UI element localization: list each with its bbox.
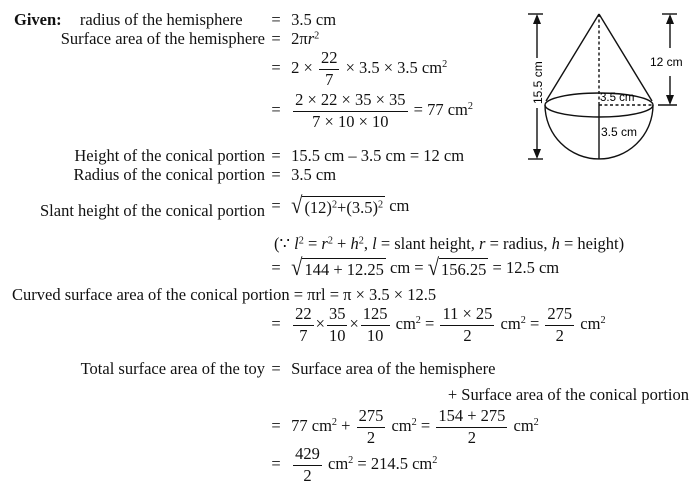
- equals-sign: =: [271, 57, 281, 77]
- cone-radius-value-row: [265, 167, 336, 184]
- slant-height-step: [265, 255, 560, 281]
- exponent: 2: [442, 59, 448, 71]
- plus-sign: +: [341, 415, 351, 435]
- numerator: 22: [319, 50, 340, 70]
- var-l: l: [372, 234, 377, 253]
- radical-icon: √: [291, 255, 303, 281]
- exponent: 2: [331, 417, 338, 429]
- equals-sign: =: [271, 313, 281, 333]
- fraction: [440, 306, 494, 344]
- equals-sign: =: [271, 359, 281, 378]
- fraction: [293, 92, 407, 130]
- denominator: 2: [555, 325, 564, 345]
- fraction: [293, 446, 322, 484]
- slant-height-label: Slant height of the conical portion: [40, 201, 265, 220]
- exponent: 2: [377, 199, 384, 211]
- term: 77 cm: [291, 415, 332, 435]
- total-area-label: Total surface area of the toy: [80, 359, 265, 378]
- final-result: = 214.5 cm: [357, 453, 433, 473]
- given-prefix: Given:: [14, 10, 62, 29]
- step-text: cm =: [390, 258, 424, 278]
- note-text: = radius,: [485, 234, 552, 253]
- numerator: 125: [361, 306, 390, 326]
- numerator: 22: [293, 306, 314, 326]
- cone-height-value: 15.5 cm – 3.5 cm = 12 cm: [291, 146, 465, 165]
- numerator: 275: [357, 408, 386, 428]
- var-r: r: [479, 234, 486, 253]
- var-h: h: [551, 234, 560, 253]
- step-text: 2 ×: [291, 57, 313, 77]
- var-r: r: [307, 29, 315, 48]
- equals-sign: =: [271, 453, 281, 473]
- numerator: 11 × 25: [440, 306, 494, 326]
- equals-sign: =: [425, 313, 435, 333]
- denominator: 7: [299, 325, 308, 345]
- unit: cm: [391, 415, 412, 435]
- radical-icon: √: [291, 193, 303, 219]
- denominator: 2: [366, 427, 376, 447]
- fraction: [357, 408, 386, 446]
- radical-icon: √: [427, 255, 440, 281]
- exponent: 2: [533, 417, 539, 429]
- unit: cm: [580, 313, 601, 333]
- fraction: [361, 306, 390, 344]
- slant-height-note: [274, 236, 624, 253]
- exponent: 2: [600, 315, 606, 327]
- exponent: 2: [327, 235, 333, 247]
- arrow-down-icon: [533, 149, 541, 159]
- total-area-line2: + Surface area of the conical portion: [447, 385, 689, 404]
- exponent: 2: [348, 455, 354, 467]
- times-sign: ×: [349, 313, 359, 333]
- exponent: 2: [467, 101, 473, 113]
- fraction: [436, 408, 507, 446]
- term: (3.5): [346, 198, 378, 217]
- var-l: l: [294, 234, 299, 253]
- total-height-label: 15.5 cm: [531, 61, 545, 104]
- numerator: 429: [293, 446, 322, 466]
- given-value: 3.5 cm: [291, 10, 337, 29]
- equals-sign: =: [271, 99, 281, 119]
- square-root: [427, 255, 489, 281]
- denominator: 2: [303, 465, 312, 485]
- total-line1-text: Surface area of the hemisphere: [291, 359, 496, 378]
- denominator: 10: [366, 325, 384, 345]
- cone-radius-label: Radius of the conical portion: [73, 165, 265, 184]
- numerator: 275: [545, 306, 574, 326]
- denominator: 2: [467, 427, 476, 447]
- fraction: [545, 306, 574, 344]
- hemisphere-step1: [265, 50, 447, 88]
- note-text: = height): [559, 234, 625, 253]
- numerator: 154 + 275: [436, 408, 507, 428]
- var-h: h: [350, 234, 359, 253]
- total-area-step2: [265, 446, 437, 484]
- square-root: [291, 193, 385, 219]
- operator: =: [307, 234, 318, 253]
- arrow-up-icon: [666, 14, 674, 24]
- fraction: [293, 306, 314, 344]
- hemisphere-step2: [265, 92, 473, 130]
- cone-height-fig-label: 12 cm: [650, 55, 683, 69]
- curved-area-label: Curved surface area of the conical portion: [12, 285, 290, 304]
- pi-symbol: π: [299, 29, 308, 48]
- var-r: r: [321, 234, 328, 253]
- fraction: [327, 306, 348, 344]
- denominator: 7: [325, 69, 334, 89]
- cone-height-label: Height of the conical portion: [74, 146, 265, 165]
- exponent: 2: [432, 455, 438, 467]
- equals-sign: =: [271, 165, 281, 184]
- because-symbol: (∵: [274, 234, 290, 253]
- times-sign: ×: [315, 313, 325, 333]
- arrow-up-icon: [533, 14, 541, 24]
- curved-area-step: [265, 306, 606, 344]
- result: = 12.5 cm: [492, 258, 560, 278]
- hemi-radius-fig-label: 3.5 cm: [601, 125, 638, 139]
- step-text: × 3.5 × 3.5 cm: [345, 57, 443, 77]
- cone-radius-fig-label: 3.5 cm: [600, 92, 635, 104]
- cone-radius-value: 3.5 cm: [291, 165, 337, 184]
- equals-sign: =: [529, 313, 540, 333]
- unit: cm: [513, 415, 534, 435]
- exponent: 2: [298, 235, 304, 247]
- given-value-row: [265, 12, 336, 29]
- cone-right-edge: [599, 14, 652, 101]
- hemisphere-area-label: Surface area of the hemisphere: [60, 29, 265, 48]
- radicand: 156.25: [441, 260, 487, 279]
- operator: +: [337, 198, 347, 217]
- note-text: ,: [363, 234, 373, 253]
- unit: cm: [395, 313, 416, 333]
- curved-area-row: [12, 287, 436, 304]
- cone-height-value-row: [265, 148, 464, 165]
- square-root: [291, 255, 386, 281]
- exponent: 2: [331, 199, 338, 211]
- exponent: 2: [411, 417, 417, 429]
- numerator: 35: [327, 306, 348, 326]
- denominator: 7 × 10 × 10: [312, 111, 389, 131]
- equals-sign: =: [271, 415, 281, 435]
- term: (12): [304, 198, 332, 217]
- exponent: 2: [415, 315, 421, 327]
- unit: cm: [328, 453, 349, 473]
- curved-area-formula: = πrl = π × 3.5 × 12.5: [293, 285, 437, 304]
- total-area-step1: [265, 408, 539, 446]
- toy-figure: [510, 0, 692, 170]
- equals-sign: =: [271, 196, 281, 216]
- result: = 77 cm: [413, 99, 468, 119]
- denominator: 10: [328, 325, 346, 345]
- given-line: [14, 12, 243, 29]
- unit: cm: [389, 196, 410, 216]
- fraction: [319, 50, 340, 88]
- exponent: 2: [358, 235, 364, 247]
- equals-sign: =: [271, 29, 281, 48]
- equals-sign: =: [271, 146, 281, 165]
- unit: cm: [500, 313, 521, 333]
- denominator: 2: [463, 325, 472, 345]
- radicand: 144 + 12.25: [304, 260, 384, 279]
- hemisphere-area-formula: [265, 31, 319, 48]
- given-label: radius of the hemisphere: [79, 10, 243, 29]
- equals-sign: =: [420, 415, 431, 435]
- exponent: 2: [314, 30, 320, 42]
- coef: 2: [291, 29, 300, 48]
- note-text: = slant height,: [376, 234, 480, 253]
- cone-left-edge: [546, 14, 599, 101]
- equals-sign: =: [271, 258, 281, 278]
- arrow-down-icon: [666, 95, 674, 105]
- exponent: 2: [520, 315, 526, 327]
- operator: +: [337, 234, 347, 253]
- total-area-line1: [265, 361, 495, 378]
- equals-sign: =: [271, 10, 281, 29]
- numerator: 2 × 22 × 35 × 35: [293, 92, 407, 112]
- slant-height-formula: [265, 193, 410, 219]
